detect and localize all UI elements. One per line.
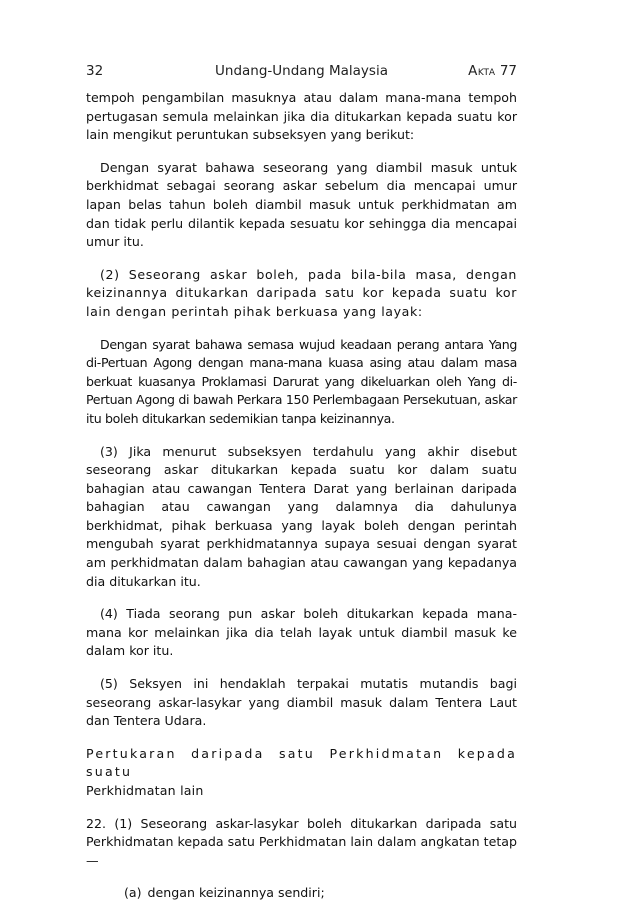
page-number: 32 bbox=[86, 63, 104, 79]
proviso-paragraph-2: Dengan syarat bahawa semasa wujud keadaan perang antara Yang di-Pertuan Agong dengan mana-mana kuasa asing atau dalam masa berkuat kuasanya Proklamasi Darurat yang dikeluarkan oleh Yang di-Pertuan Agong di bawah Perkara 150 Perlembagaan Persekutuan, askar itu boleh ditukarkan sedemikian tanpa keizinannya. bbox=[86, 336, 517, 426]
paragraph-continuation: tempoh pengambilan masuknya atau dalam mana-mana tempoh pertugasan semula melainkan jika dia ditukarkan kepada suatu kor lain mengikut peruntukan subseksyen yang berikut: bbox=[86, 90, 517, 143]
subsection-5: (5) Seksyen ini hendaklah terpakai mutatis mutandis bagi seseorang askar-lasykar yang diambil masuk dalam Tentera Laut dan Tentera Udara. bbox=[86, 676, 517, 729]
act-reference bbox=[468, 60, 517, 82]
list-item-text: dengan keizinannya sendiri; bbox=[147, 885, 325, 901]
list-item-label: (a) bbox=[124, 885, 142, 901]
subsection-2: (2) Seseorang askar boleh, pada bila-bila masa, dengan keizinannya ditukarkan daripada satu kor kepada suatu kor lain dengan perintah pihak berkuasa yang layak: bbox=[86, 266, 517, 319]
section-heading-line-1: Pertukaran daripada satu Perkhidmatan kepada suatu bbox=[86, 745, 517, 780]
page-header bbox=[86, 60, 517, 82]
subsection-3: (3) Jika menurut subseksyen terdahulu yang akhir disebut seseorang askar ditukarkan kepada suatu kor dalam suatu bahagian atau cawangan Tentera Darat yang berlainan daripada bahagian atau cawangan yang dalamnya dia dahulunya berkhidmat, pihak berkuasa yang layak boleh dengan perintah mengubah syarat perkhidmatannya supaya sesuai dengan syarat am perkhidmatan dalam bahagian atau cawangan yang kepadanya dia ditukarkan itu. bbox=[86, 443, 517, 589]
running-title: Undang-Undang Malaysia bbox=[215, 63, 388, 79]
section-22-subsection-1: 22. (1) Seseorang askar-lasykar boleh ditukarkan daripada satu Perkhidmatan kepada satu Perkhidmatan lain dalam angkatan tetap— bbox=[86, 815, 517, 868]
subsection-4: (4) Tiada seorang pun askar boleh ditukarkan kepada mana-mana kor melainkan jika dia telah layak untuk diambil masuk ke dalam kor itu. bbox=[86, 606, 517, 659]
section-heading bbox=[86, 745, 517, 801]
proviso-paragraph: Dengan syarat bahawa seseorang yang diambil masuk untuk berkhidmat sebagai seorang askar sebelum dia mencapai umur lapan belas tahun boleh diambil masuk untuk perkhidmatan am dan tidak perlu dilantik kepada sesuatu kor sehingga dia mencapai umur itu. bbox=[86, 159, 517, 250]
section-heading-line-2: Perkhidmatan lain bbox=[86, 783, 204, 798]
body-text bbox=[86, 89, 517, 903]
act-label: Akta bbox=[468, 63, 496, 79]
act-number: 77 bbox=[499, 63, 517, 79]
list-item-a bbox=[86, 884, 517, 903]
